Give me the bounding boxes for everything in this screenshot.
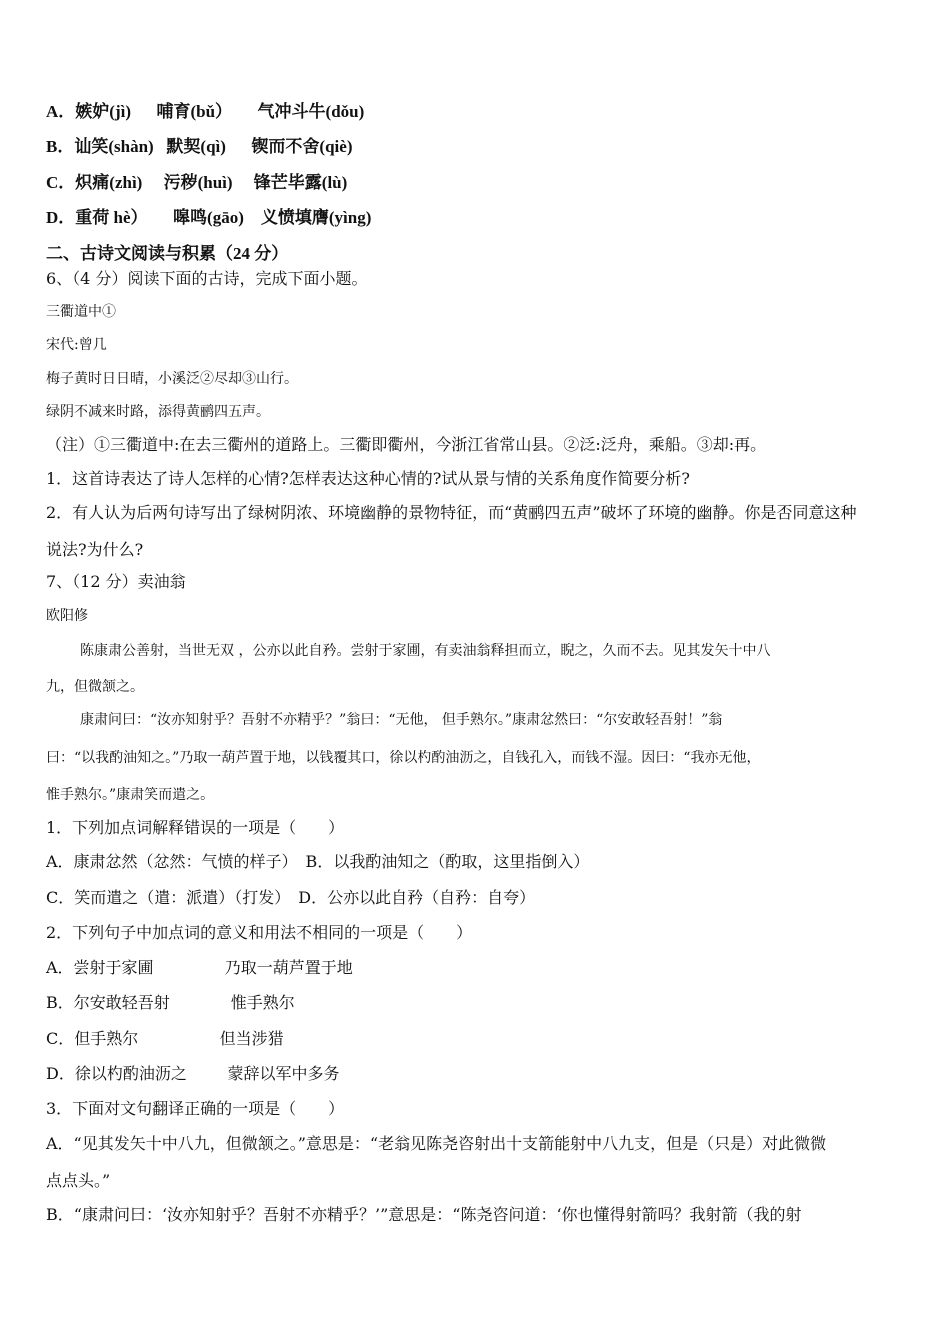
q6-sub2: 2．有人认为后两句诗写出了绿树阴浓、环境幽静的景物特征，而“黄鹂四五声”破坏了环境的幽静。你是否同意这种	[46, 503, 857, 522]
q6-sub1: 1．这首诗表达了诗人怎样的心情?怎样表达这种心情的?试从景与情的关系角度作简要分析?	[46, 469, 690, 488]
poem-line: 绿阴不减来时路，添得黄鹂四五声。	[46, 404, 270, 420]
q7-author: 欧阳修	[46, 608, 88, 624]
q7-sub1-options-cd: C．笑而遣之（遣：派遣）（打发） D．公亦以此自矜（自矜：自夸）	[46, 888, 536, 907]
q7-sub2-option-b: B．尔安敢轻吾射 惟手熟尔	[46, 993, 295, 1012]
q5-option-b: B．讪笑(shàn) 默契(qì) 锲而不舍(qiè)	[46, 137, 353, 156]
q7-sub3-option-a-cont: 点点头。”	[46, 1171, 111, 1190]
passage-p2: 康肃问曰：“汝亦知射乎？吾射不亦精乎？”翁曰：“无他， 但手熟尔。”康肃忿然曰：“尔安敢轻吾射！”翁	[80, 712, 723, 728]
q7-sub2: 2．下列句子中加点词的意义和用法不相同的一项是（ ）	[46, 923, 473, 942]
poem-line: 梅子黄时日日晴，小溪泛②尽却③山行。	[46, 371, 298, 387]
q5-option-c: C．炽痛(zhì) 污秽(huì) 锋芒毕露(lù)	[46, 173, 348, 192]
q7-sub1-options-ab: A．康肃忿然（忿然：气愤的样子） B．以我酌油知之（酌取，这里指倒入）	[46, 852, 590, 871]
poem-author: 宋代:曾几	[46, 337, 107, 353]
passage-p1: 陈康肃公善射，当世无双 ，公亦以此自矜。尝射于家圃，有卖油翁释担而立，睨之，久而不去。见其发矢十中八	[80, 643, 771, 659]
q7-sub3-option-b: B．“康肃问曰：‘汝亦知射乎？吾射不亦精乎？’”意思是：“陈尧咨问道：‘你也懂得射箭吗？我射箭（我的射	[46, 1205, 802, 1224]
q7-sub1: 1．下列加点词解释错误的一项是（ ）	[46, 818, 345, 837]
passage-p2-cont: 曰：“以我酌油知之。”乃取一葫芦置于地，以钱覆其口，徐以杓酌油沥之，自钱孔入，而钱不湿。因曰：“我亦无他，	[46, 750, 761, 766]
q6-sub2-cont: 说法?为什么?	[46, 540, 144, 559]
poem-note: （注）①三衢道中:在去三衢州的道路上。三衢即衢州，今浙江省常山县。②泛:泛舟，乘船。③却:再。	[46, 435, 767, 454]
q6-stem: 6、（4 分）阅读下面的古诗，完成下面小题。	[46, 269, 368, 288]
section-title: 二、古诗文阅读与积累（24 分）	[46, 244, 289, 263]
passage-p1-cont: 九，但微颔之。	[46, 679, 144, 695]
q7-sub3: 3．下面对文句翻译正确的一项是（ ）	[46, 1099, 345, 1118]
q5-option-a: A．嫉妒(jì) 哺育(bǔ） 气冲斗牛(dǒu)	[46, 102, 365, 121]
q7-sub2-option-a: A．尝射于家圃 乃取一葫芦置于地	[46, 958, 353, 977]
poem-title: 三衢道中①	[46, 304, 116, 320]
q7-stem: 7、（12 分）卖油翁	[46, 572, 186, 591]
q7-sub2-option-c: C．但手熟尔 但当涉猎	[46, 1029, 284, 1048]
passage-p2-cont: 惟手熟尔。”康肃笑而遣之。	[46, 787, 215, 803]
q7-sub2-option-d: D．徐以杓酌油沥之 蒙辞以军中多务	[46, 1064, 340, 1083]
q7-sub3-option-a: A．“见其发矢十中八九，但微颔之。”意思是：“老翁见陈尧咨射出十支箭能射中八九支，但是（只是）对此微微	[46, 1134, 827, 1153]
q5-option-d: D．重荷 hè） 嗥鸣(gāo) 义愤填膺(yìng)	[46, 208, 372, 227]
